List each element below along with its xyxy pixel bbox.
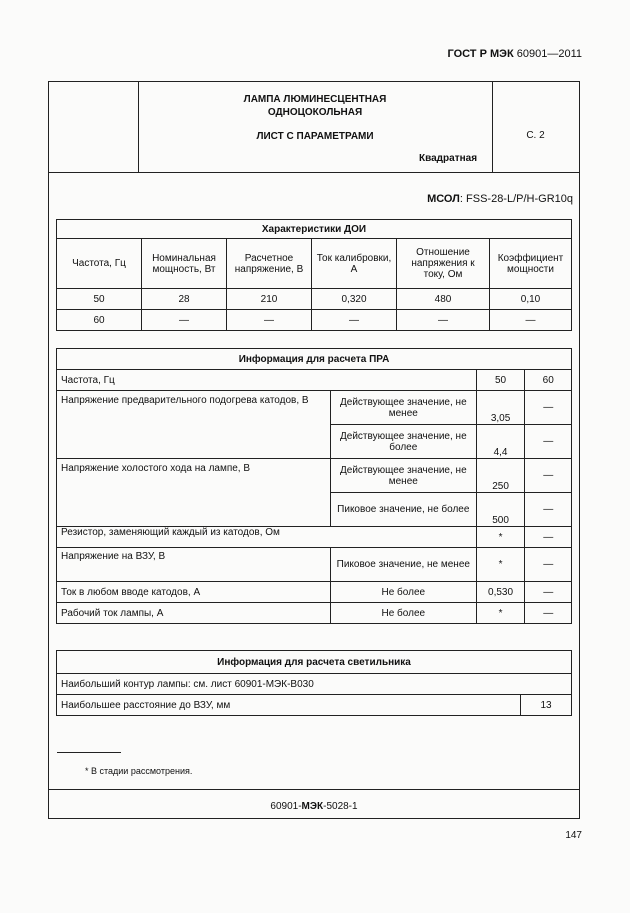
cell: — [525, 582, 572, 603]
condition: Пиковое значение, не менее [330, 548, 476, 582]
cell: — [312, 310, 397, 331]
sheet-subtitle: ЛИСТ С ПАРАМЕТРАМИ [256, 131, 374, 142]
condition: Не более [330, 603, 476, 624]
cell: — [525, 459, 572, 493]
contour-ref: Наибольший контур лампы: см. лист 60901-МЭК-В030 [57, 674, 572, 695]
table-row [57, 370, 572, 391]
standard-number: ГОСТ Р МЭК 60901—2011 [447, 48, 582, 60]
condition: Действующее значение, не более [330, 425, 476, 459]
cell: 13 [521, 695, 572, 716]
cell: — [525, 493, 572, 527]
cell: — [227, 310, 312, 331]
row-label: Резистор, заменяющий каждый из катодов, Ом [57, 527, 477, 548]
cell: 50 [476, 370, 525, 391]
table-row [57, 603, 572, 624]
row-label: Рабочий ток лампы, А [57, 603, 331, 624]
table-row [57, 548, 572, 582]
cell: 3,05 [476, 391, 525, 425]
page-title: ЛАМПА ЛЮМИНЕСЦЕНТНАЯ ОДНОЦОКОЛЬНАЯ [243, 94, 387, 118]
cell: * [476, 527, 525, 548]
cell: — [490, 310, 572, 331]
cell: — [525, 548, 572, 582]
cell: 0,320 [312, 289, 397, 310]
doi-table [56, 219, 572, 331]
document-frame: ЛАМПА ЛЮМИНЕСЦЕНТНАЯ ОДНОЦОКОЛЬНАЯ ЛИСТ С ПАРАМЕТРАМИ Квадратная С. 2 МСОЛ: FSS-28-L/P/H-GR10q * В стадии рассмотрения. 60901-МЭК-5028-1 [48, 81, 580, 819]
cell: 4,4 [476, 425, 525, 459]
page-number: 147 [565, 830, 582, 841]
cell: — [525, 391, 572, 425]
pra-table [56, 348, 572, 624]
cell: * [476, 548, 525, 582]
lamp-shape: Квадратная [419, 153, 478, 164]
condition: Действующее значение, не менее [330, 459, 476, 493]
cell: 50 [57, 289, 142, 310]
col-header: Расчетное напряжение, В [227, 239, 312, 289]
cell: — [525, 425, 572, 459]
mcol-code: МСОЛ: FSS-28-L/P/H-GR10q [427, 193, 573, 205]
condition: Не более [330, 582, 476, 603]
row-label: Напряжение на ВЗУ, В [57, 548, 331, 582]
doi-title: Характеристики ДОИ [57, 220, 572, 239]
col-header: Частота, Гц [57, 239, 142, 289]
table-row [57, 695, 572, 716]
col-header: Отношение напряжения к току, Ом [397, 239, 490, 289]
table-header-row [57, 239, 572, 289]
cell: — [142, 310, 227, 331]
cell: 60 [57, 310, 142, 331]
cell: 0,530 [476, 582, 525, 603]
row-label: Напряжение холостого хода на лампе, В [57, 459, 331, 527]
table-row [57, 674, 572, 695]
cell: 210 [227, 289, 312, 310]
luminaire-title: Информация для расчета светильника [57, 651, 572, 674]
page-ref: С. 2 [526, 130, 545, 141]
row-label: Частота, Гц [57, 370, 477, 391]
table-row [57, 391, 572, 425]
cell: — [397, 310, 490, 331]
col-header: Номинальная мощность, Вт [142, 239, 227, 289]
col-header: Коэффициент мощности [490, 239, 572, 289]
cell: 0,10 [490, 289, 572, 310]
luminaire-table [56, 650, 572, 716]
cell: 500 [476, 493, 525, 527]
cell: — [525, 603, 572, 624]
cell: 60 [525, 370, 572, 391]
sheet-code: 60901-МЭК-5028-1 [270, 801, 358, 812]
table-row [57, 310, 572, 331]
pra-title: Информация для расчета ПРА [57, 349, 572, 370]
table-row [57, 289, 572, 310]
table-row [57, 459, 572, 493]
table-row [57, 527, 572, 548]
col-header: Ток калибровки, А [312, 239, 397, 289]
row-label: Наибольшее расстояние до ВЗУ, мм [57, 695, 521, 716]
row-label: Напряжение предварительного подогрева катодов, В [57, 391, 331, 459]
cell: 250 [476, 459, 525, 493]
table-row [57, 582, 572, 603]
cell: — [525, 527, 572, 548]
cell: * [476, 603, 525, 624]
condition: Действующее значение, не менее [330, 391, 476, 425]
cell: 480 [397, 289, 490, 310]
cell: 28 [142, 289, 227, 310]
row-label: Ток в любом вводе катодов, А [57, 582, 331, 603]
condition: Пиковое значение, не более [330, 493, 476, 527]
